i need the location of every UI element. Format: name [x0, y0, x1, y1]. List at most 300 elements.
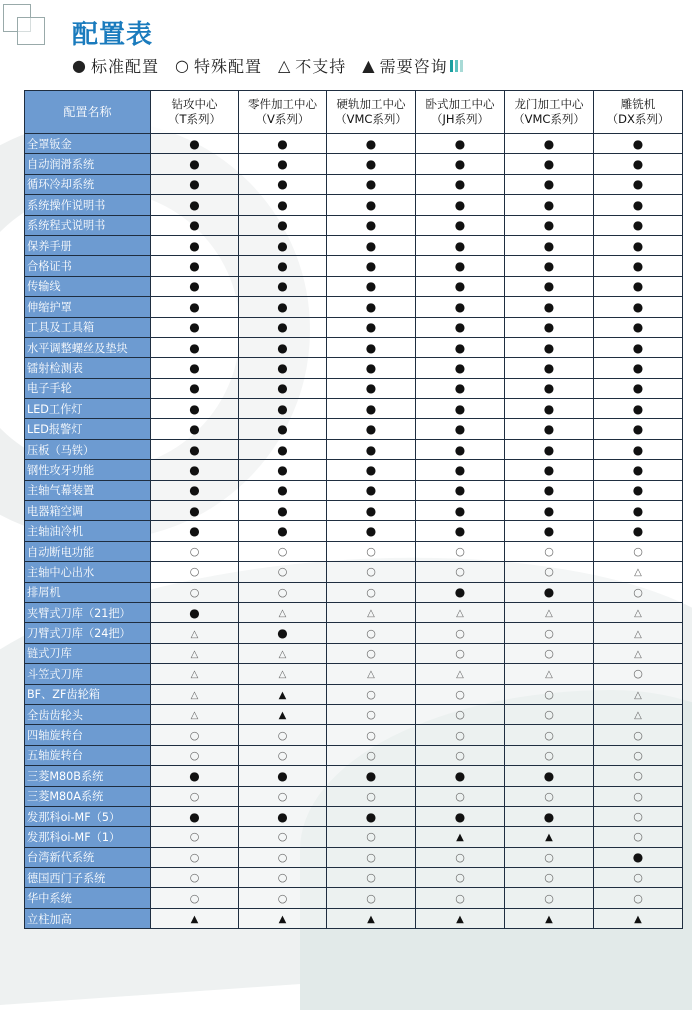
table-row — [25, 419, 683, 439]
table-cell — [327, 297, 416, 317]
table-cell — [151, 562, 239, 582]
table-cell — [327, 562, 416, 582]
row-config-name: 循环冷却系统 — [25, 174, 151, 194]
table-cell — [151, 643, 239, 663]
hollow-triangle-icon: △ — [634, 648, 642, 660]
table-cell — [594, 337, 683, 357]
table-cell — [505, 847, 594, 867]
table-cell — [151, 215, 239, 235]
row-config-name: 自动断电功能 — [25, 541, 151, 561]
filled-circle-icon: ● — [277, 320, 288, 335]
row-config-name: 自动润滑系统 — [25, 154, 151, 174]
filled-circle-icon: ● — [632, 340, 644, 355]
table-cell — [327, 827, 416, 847]
table-cell — [239, 541, 327, 561]
table-cell — [327, 358, 416, 378]
hollow-circle-icon: ○ — [633, 871, 643, 885]
decorative-square-icon-2 — [17, 17, 45, 45]
table-cell — [151, 745, 239, 765]
hollow-circle-icon: ○ — [277, 871, 288, 885]
table-row — [25, 582, 683, 602]
filled-circle-icon: ● — [277, 483, 288, 498]
filled-circle-icon: ● — [543, 218, 555, 233]
table-cell — [416, 358, 505, 378]
filled-circle-icon: ● — [189, 259, 200, 274]
table-row — [25, 276, 683, 296]
hollow-circle-icon: ○ — [633, 728, 643, 742]
row-config-name: 五轴旋转台 — [25, 745, 151, 765]
hollow-circle-icon: ○ — [277, 728, 288, 742]
row-config-name: 钢性攻牙功能 — [25, 460, 151, 480]
table-cell — [505, 460, 594, 480]
filled-circle-icon: ● — [454, 442, 466, 457]
table-cell — [327, 317, 416, 337]
filled-circle-icon: ● — [365, 503, 377, 518]
filled-circle-icon: ● — [277, 299, 288, 314]
table-cell — [594, 399, 683, 419]
filled-circle-icon: ● — [277, 626, 288, 641]
header-column — [327, 91, 416, 134]
table-cell — [239, 439, 327, 459]
filled-circle-icon: ● — [189, 218, 200, 233]
filled-circle-icon: ● — [277, 279, 288, 294]
table-cell — [594, 541, 683, 561]
row-config-name: 发那科oi-MF（5） — [25, 806, 151, 826]
row-config-name: 三菱M80A系统 — [25, 786, 151, 806]
table-cell — [416, 562, 505, 582]
filled-circle-icon: ● — [365, 177, 377, 192]
table-cell — [594, 908, 683, 928]
table-row — [25, 786, 683, 806]
filled-circle-icon: ● — [543, 585, 555, 600]
row-config-name: 四轴旋转台 — [25, 725, 151, 745]
hollow-circle-icon: ○ — [277, 565, 288, 579]
table-cell — [505, 806, 594, 826]
table-cell — [416, 256, 505, 276]
hollow-circle-icon: ○ — [544, 748, 554, 762]
hollow-circle-icon: ○ — [544, 850, 554, 864]
hollow-circle-icon: ○ — [544, 728, 554, 742]
filled-circle-icon: ● — [543, 503, 555, 518]
table-cell — [151, 439, 239, 459]
hollow-circle-icon: ○ — [633, 891, 643, 905]
filled-circle-icon: ● — [454, 218, 466, 233]
table-cell — [416, 643, 505, 663]
filled-circle-icon: ● — [189, 238, 200, 253]
table-cell — [594, 623, 683, 643]
filled-circle-icon: ● — [189, 768, 200, 783]
table-cell — [239, 134, 327, 154]
table-row — [25, 562, 683, 582]
table-cell — [505, 766, 594, 786]
table-cell — [327, 521, 416, 541]
row-config-name: 压板（马铁） — [25, 439, 151, 459]
filled-circle-icon: ● — [454, 809, 466, 824]
table-cell — [505, 297, 594, 317]
filled-circle-icon: ● — [454, 401, 466, 416]
table-row — [25, 806, 683, 826]
filled-circle-icon: ● — [543, 768, 555, 783]
table-cell — [594, 195, 683, 215]
filled-circle-icon: ● — [543, 422, 555, 437]
hollow-circle-icon: ○ — [366, 748, 376, 762]
hollow-circle-icon: ○ — [455, 748, 465, 762]
table-cell — [416, 276, 505, 296]
table-cell — [505, 215, 594, 235]
hollow-triangle-icon: △ — [278, 648, 287, 660]
table-row — [25, 745, 683, 765]
table-cell — [239, 704, 327, 724]
hollow-circle-icon: ○ — [544, 565, 554, 579]
hollow-circle-icon: ○ — [366, 565, 376, 579]
hollow-circle-icon: ○ — [455, 626, 465, 640]
table-cell — [594, 582, 683, 602]
table-cell — [327, 174, 416, 194]
table-cell — [151, 134, 239, 154]
table-cell — [594, 684, 683, 704]
filled-circle-icon: ● — [189, 442, 200, 457]
table-cell — [239, 501, 327, 521]
table-cell — [327, 766, 416, 786]
filled-circle-icon: ● — [632, 218, 644, 233]
table-row — [25, 174, 683, 194]
table-cell — [239, 460, 327, 480]
table-cell — [151, 337, 239, 357]
hollow-circle-icon: ○ — [366, 585, 376, 599]
table-cell — [505, 521, 594, 541]
hollow-circle-icon: ○ — [366, 626, 376, 640]
header-column — [239, 91, 327, 134]
hollow-circle-icon: ○ — [633, 748, 643, 762]
filled-triangle-icon: ▲ — [545, 914, 553, 926]
table-cell — [239, 664, 327, 684]
table-cell — [151, 501, 239, 521]
hollow-circle-icon: ○ — [174, 56, 190, 75]
hollow-circle-icon: ○ — [455, 708, 465, 722]
table-cell — [505, 541, 594, 561]
table-cell — [327, 643, 416, 663]
table-cell — [505, 725, 594, 745]
table-row — [25, 460, 683, 480]
table-cell — [239, 154, 327, 174]
table-cell — [505, 378, 594, 398]
column-name: 零件加工中心 — [248, 97, 317, 111]
table-cell — [151, 419, 239, 439]
row-config-name: 镭射检测表 — [25, 358, 151, 378]
table-row — [25, 337, 683, 357]
filled-circle-icon: ● — [189, 136, 200, 151]
table-cell — [505, 888, 594, 908]
table-cell — [416, 297, 505, 317]
table-cell — [151, 888, 239, 908]
column-name: 龙门加工中心 — [514, 97, 584, 111]
table-cell — [505, 419, 594, 439]
header-column — [505, 91, 594, 134]
filled-triangle-icon: ▲ — [278, 914, 287, 926]
filled-circle-icon: ● — [277, 381, 288, 396]
hollow-circle-icon: ○ — [544, 545, 554, 558]
table-cell — [416, 480, 505, 500]
table-cell — [327, 908, 416, 928]
filled-circle-icon: ● — [543, 136, 555, 151]
table-cell — [327, 623, 416, 643]
filled-circle-icon: ● — [277, 340, 288, 355]
filled-circle-icon: ● — [454, 360, 466, 375]
row-config-name: 全罩钣金 — [25, 134, 151, 154]
table-cell — [327, 786, 416, 806]
filled-circle-icon: ● — [277, 524, 288, 539]
table-cell — [151, 235, 239, 255]
table-cell — [239, 908, 327, 928]
hollow-circle-icon: ○ — [189, 891, 200, 905]
filled-circle-icon: ● — [365, 279, 377, 294]
table-cell — [416, 460, 505, 480]
row-config-name: 保养手册 — [25, 235, 151, 255]
filled-triangle-icon: ▲ — [634, 914, 642, 926]
table-cell — [505, 868, 594, 888]
filled-circle-icon: ● — [189, 381, 200, 396]
filled-triangle-icon: ▲ — [278, 710, 287, 722]
table-row — [25, 134, 683, 154]
hollow-circle-icon: ○ — [455, 565, 465, 579]
table-cell — [151, 827, 239, 847]
filled-circle-icon: ● — [365, 442, 377, 457]
row-config-name: BF、ZF齿轮箱 — [25, 684, 151, 704]
filled-circle-icon: ● — [365, 524, 377, 539]
table-cell — [239, 337, 327, 357]
filled-circle-icon: ● — [632, 279, 644, 294]
hollow-circle-icon: ○ — [366, 646, 376, 660]
legend-item-unsupported — [278, 54, 346, 77]
filled-circle-icon: ● — [632, 442, 644, 457]
row-config-name: 主轴油冷机 — [25, 521, 151, 541]
table-cell — [416, 439, 505, 459]
filled-circle-icon: ● — [632, 524, 644, 539]
hollow-circle-icon: ○ — [544, 626, 554, 640]
table-row — [25, 623, 683, 643]
legend — [72, 54, 479, 77]
table-cell — [416, 215, 505, 235]
filled-circle-icon: ● — [277, 360, 288, 375]
table-cell — [151, 725, 239, 745]
table-cell — [239, 235, 327, 255]
hollow-circle-icon: ○ — [366, 830, 376, 844]
table-cell — [239, 174, 327, 194]
table-cell — [151, 602, 239, 622]
header-config-name: 配置名称 — [25, 91, 151, 134]
legend-label: 特殊配置 — [193, 57, 262, 76]
row-config-name: 华中系统 — [25, 888, 151, 908]
table-cell — [327, 154, 416, 174]
table-cell — [505, 276, 594, 296]
filled-circle-icon: ● — [543, 809, 555, 824]
filled-circle-icon: ● — [365, 809, 377, 824]
filled-circle-icon: ● — [189, 524, 200, 539]
table-cell — [239, 745, 327, 765]
filled-circle-icon: ● — [277, 768, 288, 783]
filled-circle-icon: ● — [189, 809, 200, 824]
filled-circle-icon: ● — [277, 422, 288, 437]
table-cell — [505, 358, 594, 378]
hollow-triangle-icon: △ — [634, 608, 642, 620]
table-cell — [594, 378, 683, 398]
table-row — [25, 664, 683, 684]
hollow-circle-icon: ○ — [544, 891, 554, 905]
table-cell — [151, 317, 239, 337]
page-title: 配置表 — [72, 20, 154, 50]
table-cell — [416, 806, 505, 826]
table-cell — [327, 888, 416, 908]
table-cell — [505, 623, 594, 643]
table-row — [25, 766, 683, 786]
filled-circle-icon: ● — [365, 218, 377, 233]
row-config-name: 主轴气幕装置 — [25, 480, 151, 500]
hollow-circle-icon: ○ — [277, 545, 288, 558]
filled-circle-icon: ● — [189, 422, 200, 437]
table-cell — [327, 582, 416, 602]
table-cell — [327, 847, 416, 867]
table-cell — [327, 704, 416, 724]
filled-circle-icon: ● — [365, 462, 377, 477]
table-cell — [151, 358, 239, 378]
table-cell — [505, 235, 594, 255]
row-config-name: 系统程式说明书 — [25, 215, 151, 235]
filled-circle-icon: ● — [365, 401, 377, 416]
table-cell — [416, 847, 505, 867]
column-name: 钻攻中心 — [171, 97, 218, 111]
filled-circle-icon: ● — [632, 462, 644, 477]
filled-circle-icon: ● — [189, 360, 200, 375]
filled-triangle-icon: ▲ — [545, 832, 553, 844]
row-config-name: 三菱M80B系统 — [25, 766, 151, 786]
table-cell — [505, 480, 594, 500]
hollow-circle-icon: ○ — [633, 810, 643, 824]
row-config-name: 伸缩护罩 — [25, 297, 151, 317]
table-cell — [594, 276, 683, 296]
filled-circle-icon: ● — [189, 401, 200, 416]
hollow-circle-icon: ○ — [277, 891, 288, 905]
hollow-triangle-icon: △ — [545, 608, 553, 620]
hollow-circle-icon: ○ — [277, 830, 288, 844]
table-cell — [151, 623, 239, 643]
filled-circle-icon: ● — [543, 483, 555, 498]
hollow-circle-icon: ○ — [633, 667, 643, 681]
table-row — [25, 521, 683, 541]
filled-circle-icon: ● — [543, 360, 555, 375]
table-cell — [327, 868, 416, 888]
hollow-circle-icon: ○ — [189, 830, 200, 844]
table-cell — [239, 582, 327, 602]
row-config-name: 工具及工具箱 — [25, 317, 151, 337]
filled-circle-icon: ● — [277, 503, 288, 518]
table-cell — [505, 562, 594, 582]
hollow-triangle-icon: △ — [190, 689, 199, 701]
table-cell — [151, 460, 239, 480]
hollow-circle-icon: ○ — [455, 728, 465, 742]
table-cell — [327, 439, 416, 459]
filled-circle-icon: ● — [277, 177, 288, 192]
table-cell — [505, 643, 594, 663]
filled-circle-icon: ● — [365, 259, 377, 274]
filled-circle-icon: ● — [454, 483, 466, 498]
color-bars-icon — [450, 60, 463, 72]
table-cell — [416, 501, 505, 521]
table-row — [25, 480, 683, 500]
config-table — [24, 90, 683, 929]
filled-circle-icon: ● — [277, 809, 288, 824]
legend-label: 标准配置 — [90, 57, 159, 76]
hollow-circle-icon: ○ — [366, 708, 376, 722]
filled-circle-icon: ● — [189, 605, 200, 620]
filled-triangle-icon: ▲ — [190, 914, 199, 926]
table-cell — [594, 704, 683, 724]
table-row — [25, 643, 683, 663]
table-cell — [416, 419, 505, 439]
filled-circle-icon: ● — [365, 768, 377, 783]
hollow-circle-icon: ○ — [366, 850, 376, 864]
hollow-circle-icon: ○ — [277, 789, 288, 803]
table-cell — [416, 868, 505, 888]
table-cell — [239, 562, 327, 582]
table-row — [25, 541, 683, 561]
table-cell — [239, 888, 327, 908]
table-row — [25, 358, 683, 378]
table-row — [25, 847, 683, 867]
filled-circle-icon: ● — [543, 320, 555, 335]
legend-item-consult — [362, 54, 462, 77]
table-row — [25, 215, 683, 235]
legend-label: 需要咨询 — [379, 57, 448, 76]
color-bar-1 — [455, 60, 458, 72]
table-cell — [594, 806, 683, 826]
hollow-circle-icon: ○ — [277, 585, 288, 599]
table-cell — [505, 684, 594, 704]
row-config-name: 斗笠式刀库 — [25, 664, 151, 684]
table-cell — [594, 868, 683, 888]
filled-circle-icon: ● — [277, 157, 288, 172]
filled-circle-icon: ● — [454, 197, 466, 212]
table-cell — [594, 480, 683, 500]
hollow-triangle-icon: △ — [634, 567, 642, 579]
table-cell — [505, 704, 594, 724]
table-cell — [505, 786, 594, 806]
table-cell — [239, 195, 327, 215]
table-cell — [594, 827, 683, 847]
hollow-circle-icon: ○ — [277, 748, 288, 762]
filled-circle-icon: ● — [189, 503, 200, 518]
table-cell — [239, 521, 327, 541]
table-cell — [327, 235, 416, 255]
filled-circle-icon: ● — [543, 197, 555, 212]
table-cell — [416, 827, 505, 847]
filled-circle-icon: ● — [277, 401, 288, 416]
hollow-circle-icon: ○ — [544, 708, 554, 722]
column-series: （JH系列） — [430, 112, 490, 126]
filled-circle-icon: ● — [277, 238, 288, 253]
row-config-name: 发那科oi-MF（1） — [25, 827, 151, 847]
table-cell — [327, 378, 416, 398]
row-config-name: LED报警灯 — [25, 419, 151, 439]
filled-circle-icon: ● — [543, 340, 555, 355]
table-cell — [416, 664, 505, 684]
filled-triangle-icon: ▲ — [362, 56, 376, 75]
table-header-row — [25, 91, 683, 134]
table-cell — [594, 745, 683, 765]
table-cell — [327, 602, 416, 622]
table-cell — [416, 888, 505, 908]
filled-circle-icon: ● — [189, 340, 200, 355]
table-cell — [239, 827, 327, 847]
